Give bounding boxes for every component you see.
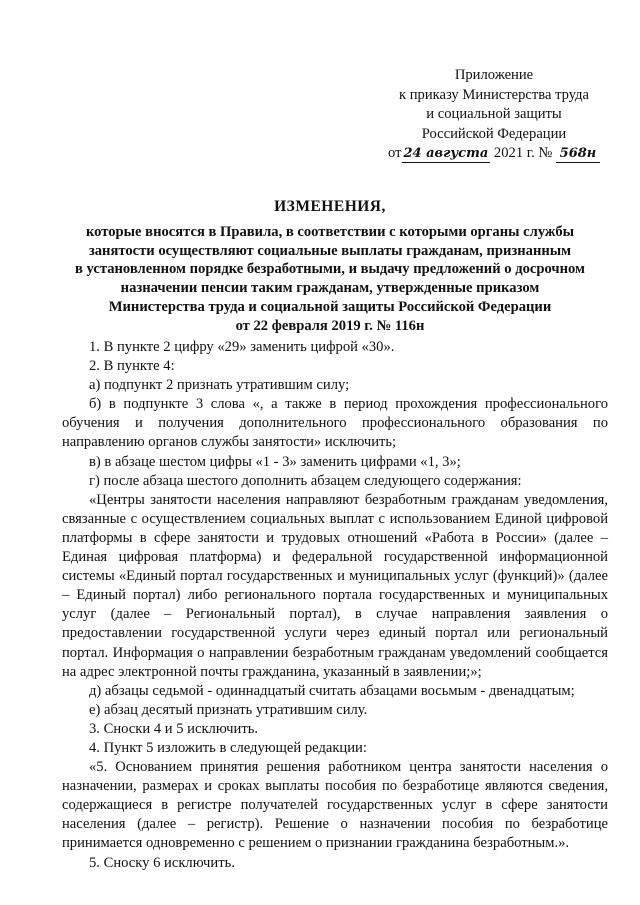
date-prefix: от: [388, 145, 402, 161]
title-line: в установленном порядке безработными, и выдачу предложений о досрочном: [75, 261, 585, 278]
paragraph: б) в подпункте 3 слова «, а также в период прохождения профессионального обучения и получения дополнительного профессионального образования по направлению органов службы занятости» исключить;: [62, 396, 608, 451]
paragraph: в) в абзаце шестом цифры «1 - 3» заменить цифрами «1, 3»;: [89, 453, 461, 470]
title-main: ИЗМЕНЕНИЯ,: [274, 198, 386, 215]
order-date-number-line: [386, 144, 602, 164]
appendix-line: и социальной защиты: [426, 106, 562, 122]
appendix-line: к приказу Министерства труда: [398, 86, 590, 103]
title-line: назначении пенсии таким гражданам, утвержденные приказом: [120, 280, 540, 297]
handwritten-date: 24 августа: [403, 146, 489, 161]
appendix-line: Российской Федерации: [421, 125, 567, 142]
paragraph: а) подпункт 2 признать утратившим силу;: [89, 377, 350, 394]
paragraph: 3. Сноски 4 и 5 исключить.: [89, 720, 259, 737]
paragraph: г) после абзаца шестого дополнить абзацем следующего содержания:: [89, 472, 522, 489]
paragraph: 2. В пункте 4:: [89, 358, 175, 375]
appendix-line: Приложение: [454, 67, 534, 83]
paragraph: 5. Сноску 6 исключить.: [89, 854, 235, 871]
document-title: [60, 198, 600, 336]
paragraph: д) абзацы седьмой - одиннадцатый считать абзацами восьмым - двенадцатым;: [89, 682, 575, 699]
paragraph: 1. В пункте 2 цифру «29» заменить цифрой «30».: [89, 339, 395, 355]
paragraph: «5. Основанием принятия решения работником центра занятости населения о назначении, размерах и сроках выплаты пособия по безработице являются сведения, содержащиеся в регистре получателей государственных услуг в сфере занятости населения (далее – регистр). Решение о назначении пособия по безработице принимается одновременно с решением о признании гражданина безработным.».: [62, 759, 608, 852]
title-line: Министерства труда и социальной защиты Российской Федерации: [108, 298, 552, 315]
appendix-header: [386, 66, 602, 164]
paragraph: 4. Пункт 5 изложить в следующей редакции:: [89, 739, 367, 756]
title-line: занятости осуществляют социальные выплаты гражданам, признанным: [88, 242, 572, 259]
paragraph: «Центры занятости населения направляют безработным гражданам уведомления, связанные с осуществлением социальных выплат с использованием Единой цифровой платформы в сфере занятости и трудовых отношений «Работа в России» (далее – Единая цифровая платформа) и федеральной государственной информационной системы «Единый портал государственных и муниципальных услуг (функций)» (далее – Единый портал) либо регионального портала государственных и муниципальных услуг (далее – Региональный портал), в случае направления заявления о предоставлении государственной услуги через единый портал или региональный портал. Информация о направлении безработным гражданам уведомлений сообщается на адрес электронной почты гражданина, указанный в заявлении;»;: [62, 491, 608, 680]
paragraph: е) абзац десятый признать утратившим силу.: [89, 701, 368, 718]
document-body: [62, 338, 608, 873]
title-line: которые вносятся в Правила, в соответствии с которыми органы службы: [85, 223, 575, 240]
title-line: от 22 февраля 2019 г. № 116н: [235, 317, 425, 334]
handwritten-order-number: 568н: [556, 146, 600, 163]
year-number-label: 2021 г. №: [493, 145, 553, 161]
